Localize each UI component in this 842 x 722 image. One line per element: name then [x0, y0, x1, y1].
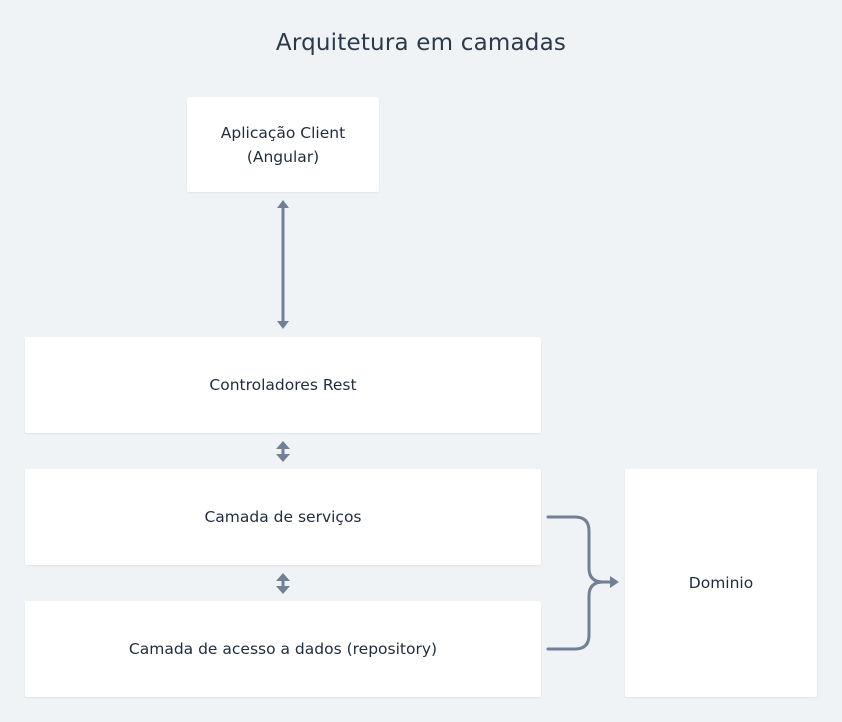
- connector-repository-domain-path: [548, 582, 603, 649]
- node-client-app-label-line2: (Angular): [246, 147, 320, 166]
- node-service-layer: [25, 469, 541, 565]
- diagram-title: Arquitetura em camadas: [275, 30, 567, 56]
- arrowhead-down-controllers: [277, 321, 289, 329]
- arrowhead-up-client: [277, 200, 289, 208]
- node-client-app-label-line1: Aplicação Client: [220, 123, 346, 142]
- arrowhead-up-controllers: [276, 441, 290, 449]
- node-domain: [625, 469, 817, 697]
- arrowhead-down-repository: [276, 586, 290, 594]
- node-service-layer-label: Camada de serviços: [204, 508, 362, 526]
- node-rest-controllers: [25, 337, 541, 433]
- node-rest-controllers-label: Controladores Rest: [209, 376, 357, 394]
- node-repository-layer: [25, 601, 541, 697]
- arrowhead-down-services: [276, 454, 290, 462]
- node-repository-layer-label: Camada de acesso a dados (repository): [128, 640, 438, 658]
- node-client-app: [187, 97, 379, 192]
- arrowhead-up-services: [276, 573, 290, 581]
- arrowhead-right-domain: [610, 576, 619, 588]
- node-domain-label: Dominio: [688, 574, 754, 592]
- connector-services-domain-path: [548, 517, 612, 582]
